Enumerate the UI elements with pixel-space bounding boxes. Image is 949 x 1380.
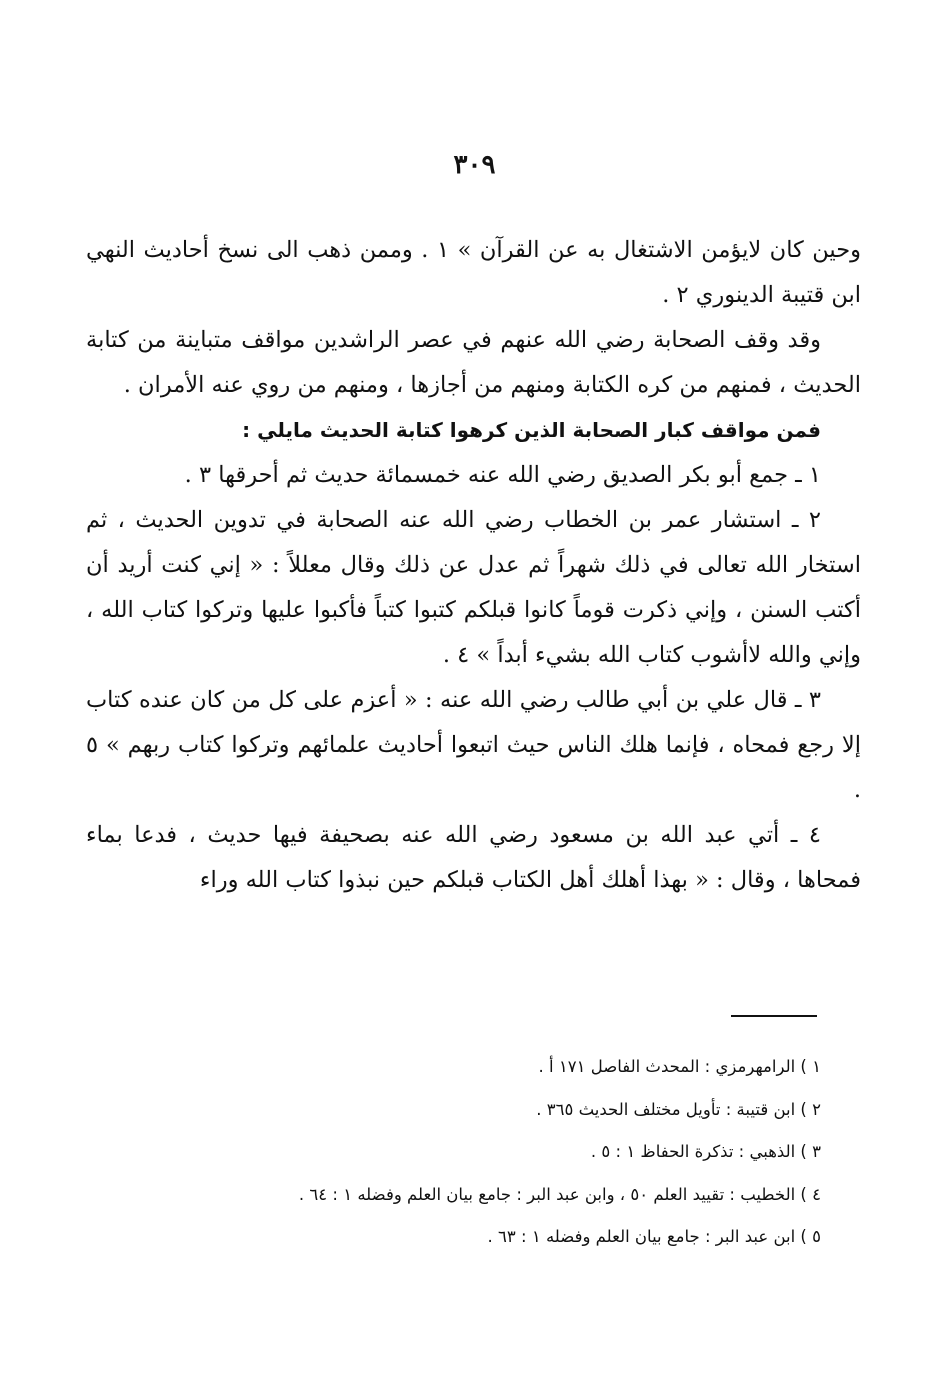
footnotes <box>121 1046 821 1259</box>
footnote: ١ ) الرامهرمزي : المحدث الفاصل ١٧١ أ . <box>538 1057 821 1076</box>
footnote: ٢ ) ابن قتيبة : تأويل مختلف الحديث ٣٦٥ . <box>536 1099 821 1119</box>
main-text <box>86 228 861 903</box>
footnote-divider <box>731 1015 817 1017</box>
list-item: ٣ ـ قال علي بن أبي طالب رضي الله عنه : « أعزم على كل من كان عنده كتاب إلا رجع فمحاه ، فإنما هلك الناس حيث اتبعوا أحاديث علمائهم وتركوا كتاب ربهم » ٥ . <box>86 687 861 803</box>
page-number: ٣٠٩ <box>453 150 496 180</box>
footnote: ٣ ) الذهبي : تذكرة الحفاظ ١ : ٥ . <box>590 1142 821 1161</box>
section-heading: فمن مواقف كبار الصحابة الذين كرهوا كتابة الحديث مايلي : <box>242 418 821 442</box>
paragraph: وحين كان لايؤمن الاشتغال به عن القرآن » ١ . وممن ذهب الى نسخ أحاديث النهي ابن قتيبة الدينوري ٢ . <box>86 237 861 308</box>
paragraph: وقد وقف الصحابة رضي الله عنهم في عصر الراشدين مواقف متباينة من كتابة الحديث ، فمنهم من كره الكتابة ومنهم من أجازها ، ومنهم من روي عنه الأمران . <box>86 327 861 398</box>
list-item: ٢ ـ استشار عمر بن الخطاب رضي الله عنه الصحابة في تدوين الحديث ، ثم استخار الله تعالى في ذلك شهراً ثم عدل عن ذلك وقال معللاً : « إني كنت أريد أن أكتب السنن ، وإني ذكرت قوماً كانوا قبلكم كتبوا كتباً فأكبوا عليها وتركوا كتاب الله ، وإني والله لاأشوب كتاب الله بشيء أبداً » ٤ . <box>86 507 861 668</box>
footnote: ٤ ) الخطيب : تقييد العلم ٥٠ ، وابن عبد البر : جامع بيان العلم وفضله ١ : ٦٤ . <box>298 1184 821 1204</box>
footnote: ٥ ) ابن عبد البر : جامع بيان العلم وفضله ١ : ٦٣ . <box>487 1227 821 1246</box>
list-item: ٤ ـ أتي عبد الله بن مسعود رضي الله عنه بصحيفة فيها حديث ، فدعا بماء فمحاها ، وقال : « بهذا أهلك أهل الكتاب قبلكم حين نبذوا كتاب الله وراء <box>86 822 861 893</box>
list-item: ١ ـ جمع أبو بكر الصديق رضي الله عنه خمسمائة حديث ثم أحرقها ٣ . <box>184 462 821 488</box>
